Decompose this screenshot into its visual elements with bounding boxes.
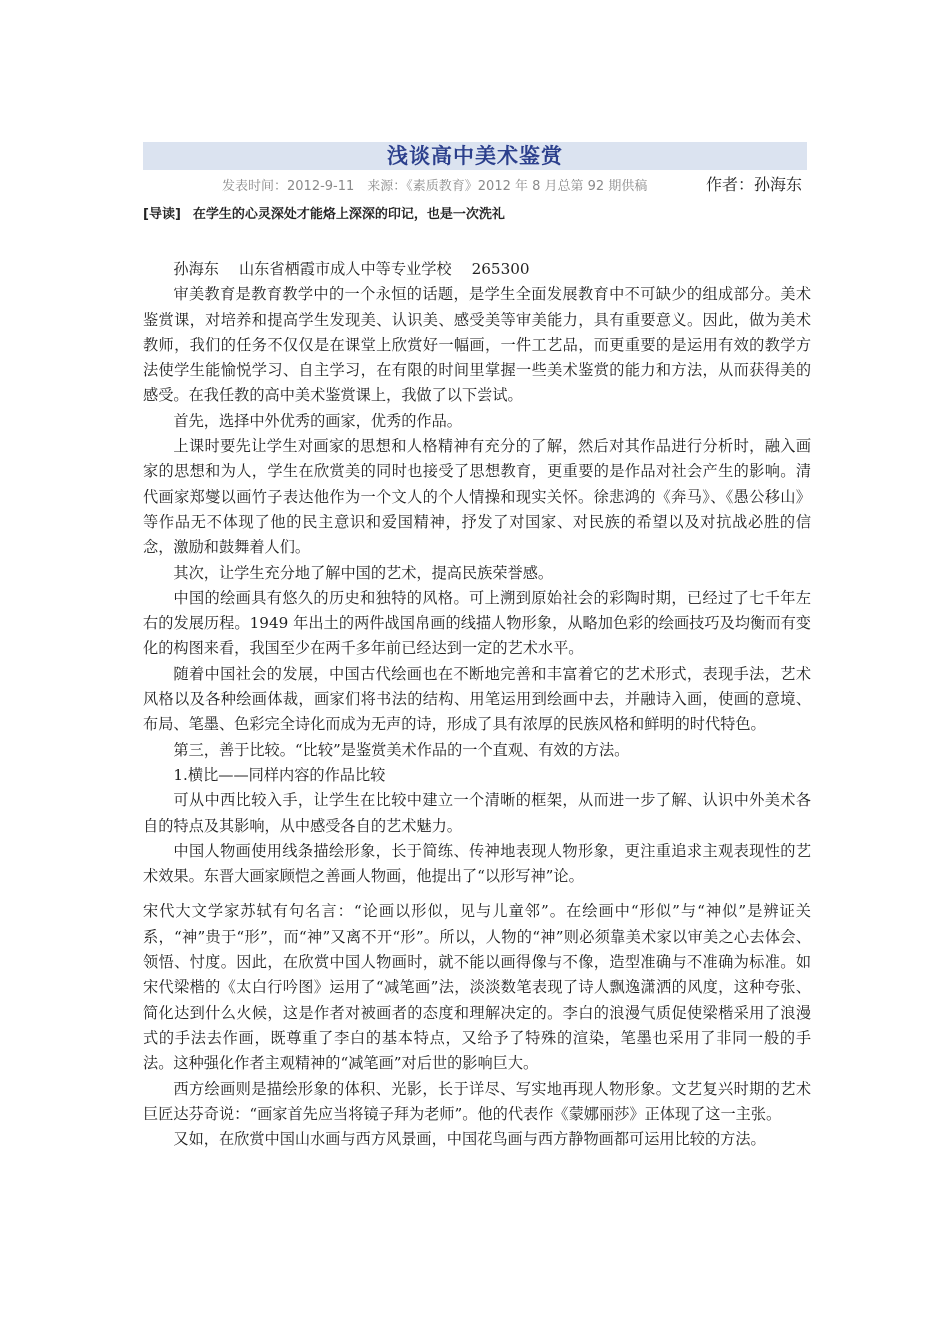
affiliation-line <box>143 257 811 282</box>
affiliation-zip: 265300 <box>471 260 530 278</box>
affiliation-school: 山东省栖霞市成人中等专业学校 <box>238 260 452 278</box>
article-title: 浅谈高中美术鉴赏 <box>387 144 563 168</box>
paragraph: 随着中国社会的发展，中国古代绘画也在不断地完善和丰富着它的艺术形式，表现手法，艺术风格以及各种绘画体裁，画家们将书法的结构、用笔运用到绘画中去，并融诗入画，使画的意境、布局、笔墨、色彩完全诗化而成为无声的诗，形成了具有浓厚的民族风格和鲜明的时代特色。 <box>143 664 811 734</box>
section-heading: 1.横比——同样内容的作品比较 <box>173 765 386 784</box>
paragraph: 宋代大文学家苏轼有句名言：“论画以形似，见与儿童邻”。在绘画中“形似”与“神似”是辨证关系，“神”贵于“形”，而“神”又离不开“形”。所以，人物的“神”则必须靠美术家以审美之心去体会、领悟、忖度。因此，在欣赏中国人物画时，就不能以画得像与不像，造型准确与不准确为标准。如宋代梁楷的《太白行吟图》运用了“减笔画”法，淡淡数笔表现了诗人飘逸潇洒的风度，这种夸张、简化达到什么火候，这是作者对被画者的态度和理解决定的。李白的浪漫气质促使梁楷采用了浪漫式的手法去作画，既尊重了李白的基本特点，又给予了特殊的渲染，笔墨也采用了非同一般的手法。这种强化作者主观精神的“减笔画”对后世的影响巨大。 <box>143 902 811 1073</box>
paragraph: 又如，在欣赏中国山水画与西方风景画，中国花鸟画与西方静物画都可运用比较的方法。 <box>173 1130 766 1149</box>
lead-line <box>143 203 505 222</box>
paragraph: 西方绘画则是描绘形象的体积、光影，长于详尽、写实地再现人物形象。文艺复兴时期的艺术巨匠达芬奇说：“画家首先应当将镜子拜为老师”。他的代表作《蒙娜丽莎》正体现了这一主张。 <box>143 1079 811 1123</box>
paragraph: 首先，选择中外优秀的画家，优秀的作品。 <box>173 411 462 430</box>
lead-text: 在学生的心灵深处才能烙上深深的印记，也是一次洗礼 <box>192 207 505 222</box>
article-body <box>143 257 811 1152</box>
paragraph: 上课时要先让学生对画家的思想和人格精神有充分的了解，然后对其作品进行分析时，融入画家的思想和为人，学生在欣赏美的同时也接受了思想教育，更重要的是作品对社会产生的影响。清代画家郑燮以画竹子表达他作为一个文人的个人情操和现实关怀。徐悲鸿的《奔马》、《愚公移山》等作品无不体现了他的民主意识和爱国精神，抒发了对国家、对民族的希望以及对抗战必胜的信念，激励和鼓舞着人们。 <box>143 437 811 557</box>
paragraph: 审美教育是教育教学中的一个永恒的话题，是学生全面发展教育中不可缺少的组成部分。美术鉴赏课，对培养和提高学生发现美、认识美、感受美等审美能力，具有重要意义。因此，做为美术教师，我们的任务不仅仅是在课堂上欣赏好一幅画，一件工艺品，而更重要的是运用有效的教学方法使学生能愉悦学习、自主学习，在有限的时间里掌握一些美术鉴赏的能力和方法，从而获得美的感受。在我任教的高中美术鉴赏课上，我做了以下尝试。 <box>143 285 811 405</box>
paragraph: 中国的绘画具有悠久的历史和独特的风格。可上溯到原始社会的彩陶时期，已经过了七千年左右的发展历程。1949 年出土的两件战国帛画的线描人物形象，从略加色彩的绘画技巧及均衡而有变化的构图来看，我国至少在两千多年前已经达到一定的艺术水平。 <box>143 588 811 658</box>
paragraph: 可从中西比较入手，让学生在比较中建立一个清晰的框架，从而进一步了解、认识中外美术各自的特点及其影响，从中感受各自的艺术魅力。 <box>143 791 811 835</box>
paragraph: 第三，善于比较。“比较”是鉴赏美术作品的一个直观、有效的方法。 <box>173 740 630 759</box>
author-line: 作者：孙海东 <box>706 175 803 194</box>
affiliation-name: 孙海东 <box>173 260 219 278</box>
paragraph: 中国人物画使用线条描绘形象，长于简练、传神地表现人物形象，更注重追求主观表现性的艺术效果。东晋大画家顾恺之善画人物画，他提出了“以形写神”论。 <box>143 841 811 886</box>
publish-meta: 发表时间：2012-9-11 来源：《素质教育》2012 年 8 月总第 92 期供稿 <box>222 179 648 194</box>
paragraph: 其次，让学生充分地了解中国的艺术，提高民族荣誉感。 <box>173 563 554 582</box>
lead-label: [导读] <box>143 207 181 222</box>
